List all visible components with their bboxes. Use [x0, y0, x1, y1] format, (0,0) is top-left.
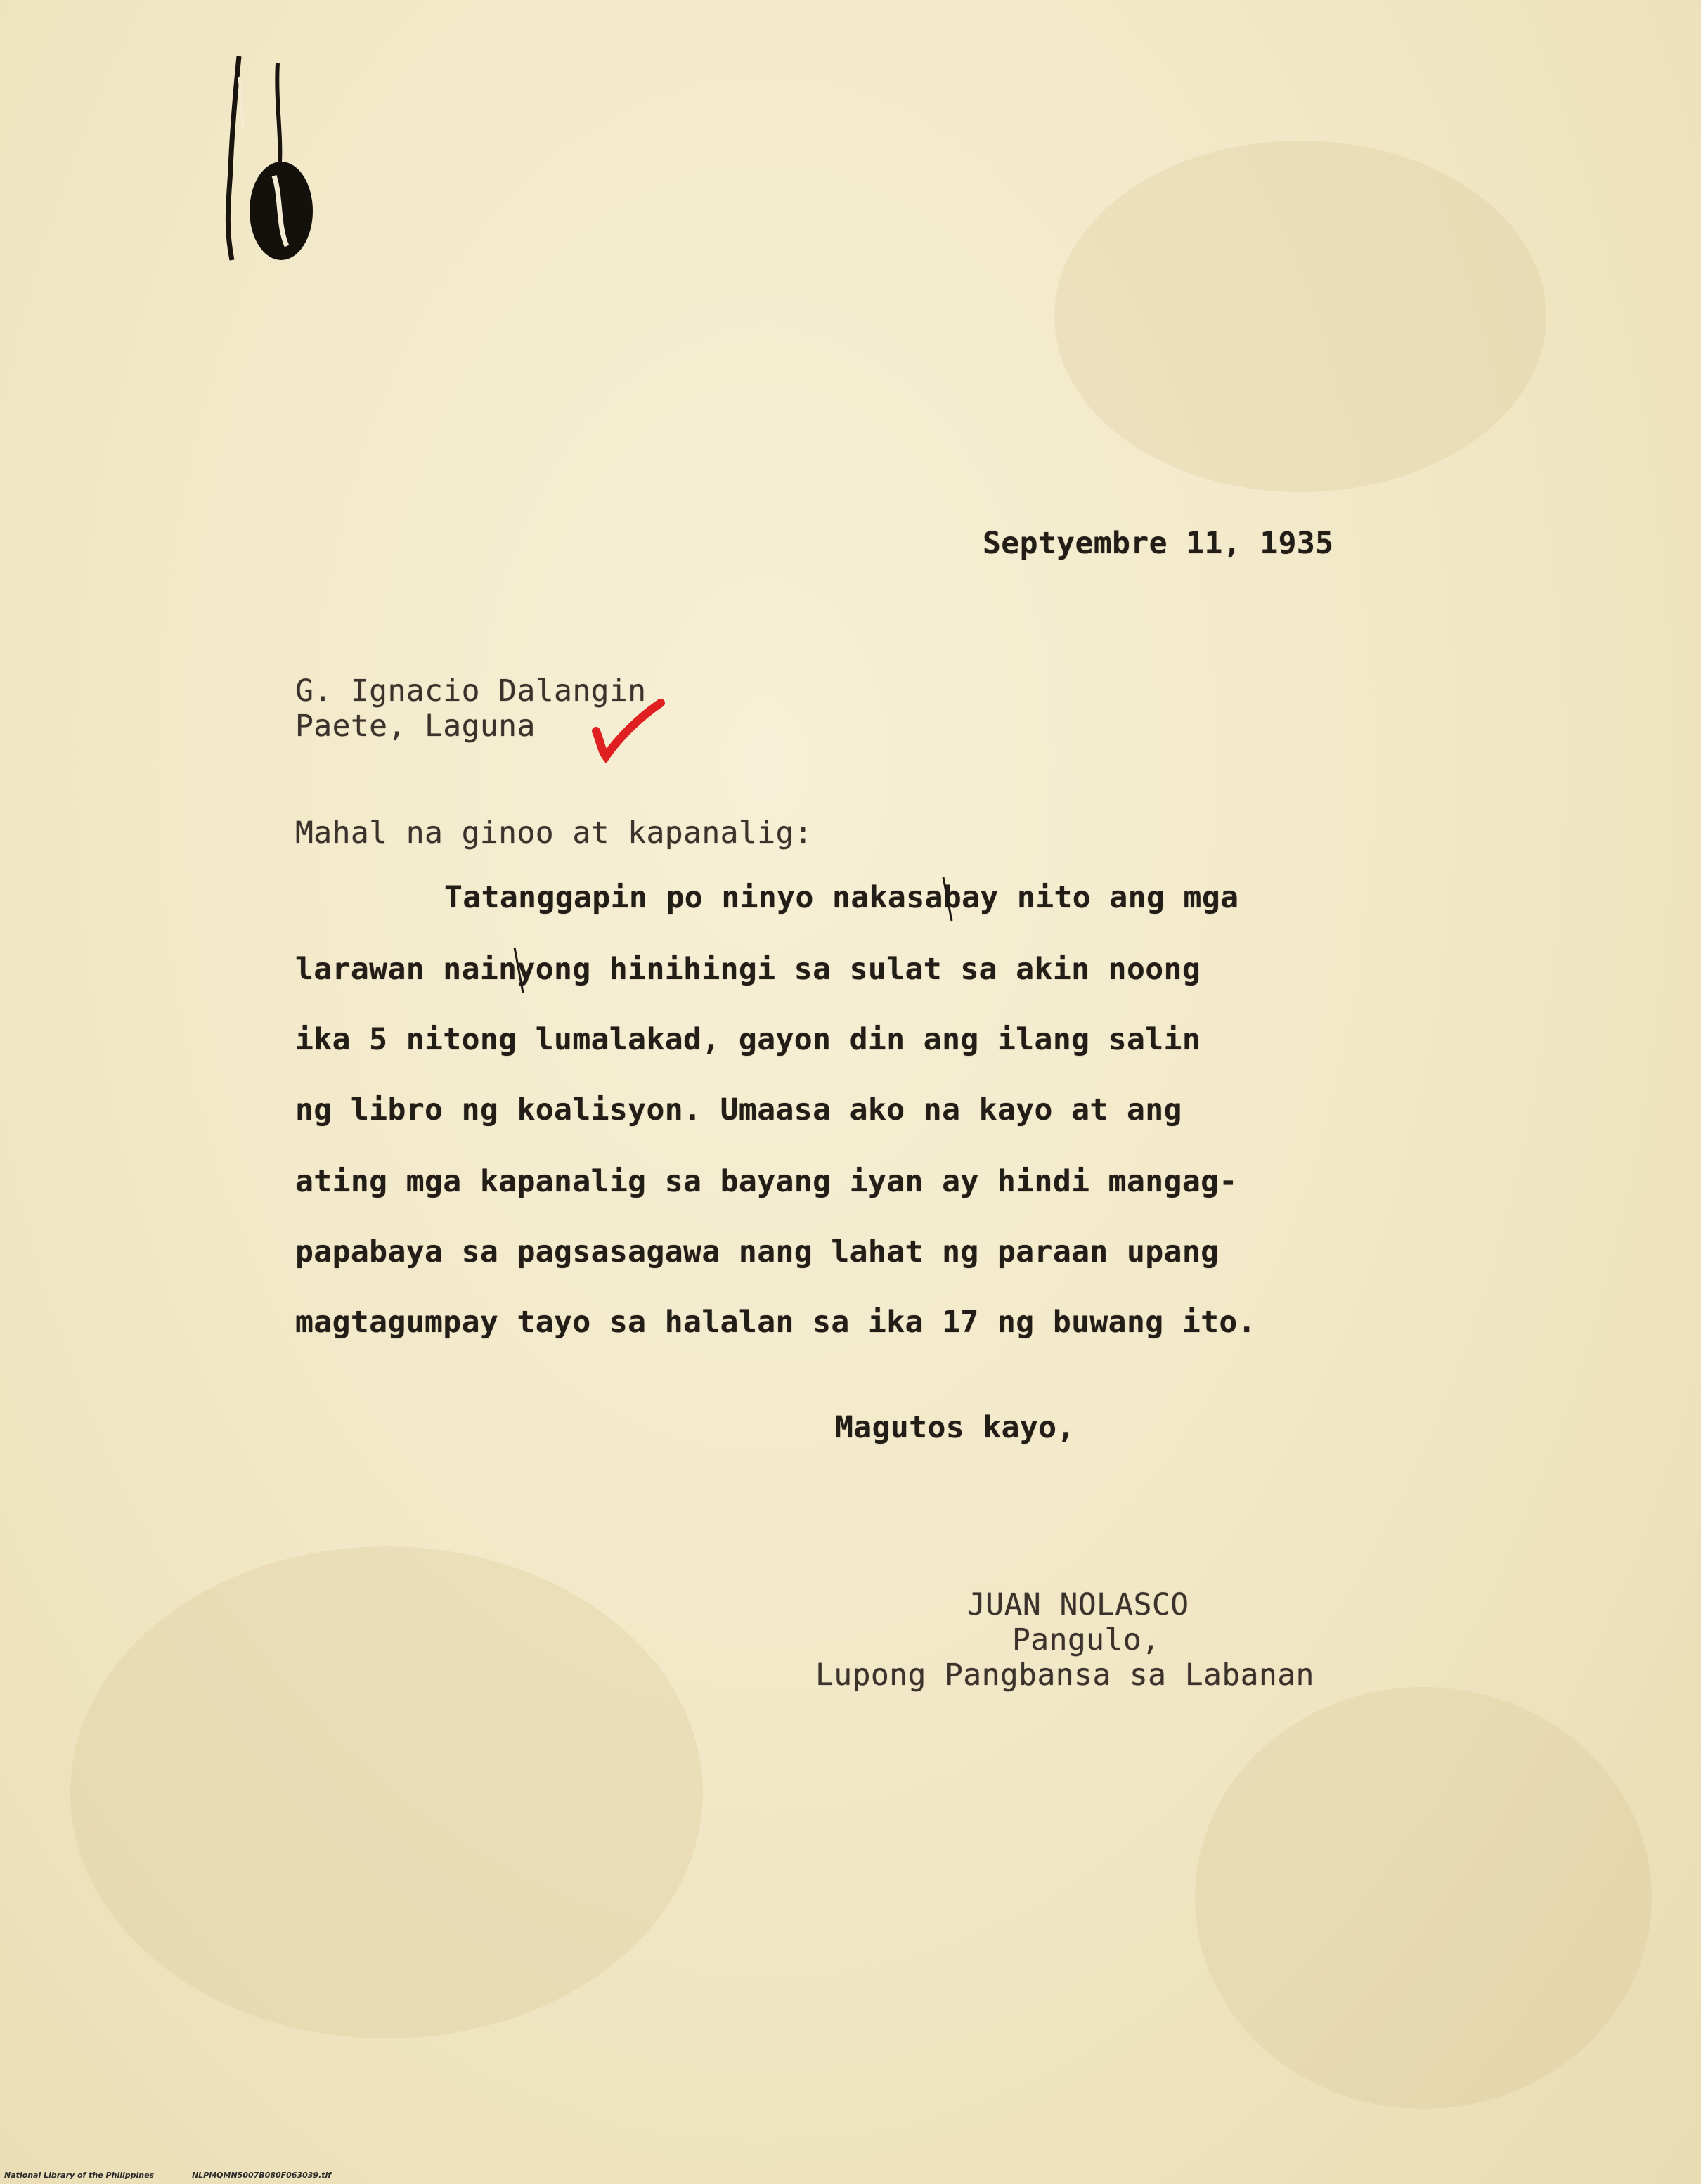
check-mark-icon	[590, 689, 668, 766]
footer-file-id: NLPMQMN5007B080F063039.tif	[191, 2171, 332, 2180]
burn-hole-icon	[211, 49, 323, 274]
footer-institution: National Library of the Philippines	[4, 2171, 155, 2180]
body-line: Tatanggapin po ninyo nakasabay nito ang mga	[444, 880, 1239, 915]
body-line: ng libro ng koalisyon. Umaasa ako na kayo at ang	[295, 1092, 1182, 1127]
archive-footer	[4, 2171, 366, 2180]
paper-stain	[1195, 1687, 1652, 2109]
signature-name: JUAN NOLASCO	[967, 1587, 1189, 1622]
body-line: ating mga kapanalig sa bayang iyan ay hindi mangag-	[295, 1164, 1238, 1199]
body-line: ika 5 nitong lumalakad, gayon din ang ilang salin	[295, 1022, 1201, 1057]
body-line: magtagumpay tayo sa halalan sa ika 17 ng buwang ito.	[295, 1305, 1256, 1340]
salutation: Mahal na ginoo at kapanalig:	[295, 815, 813, 851]
letter-date: Septyembre 11, 1935	[983, 526, 1334, 561]
body-line: papabaya sa pagsasagawa nang lahat ng paraan upang	[295, 1234, 1220, 1269]
signature-title: Pangulo,	[1012, 1622, 1160, 1658]
paper-stain	[70, 1546, 703, 2038]
recipient-name: G. Ignacio Dalangin	[295, 673, 647, 709]
paper-stain	[1054, 141, 1546, 492]
recipient-place: Paete, Laguna	[295, 709, 536, 744]
closing: Magutos kayo,	[835, 1410, 1075, 1445]
body-line: larawan nainyong hinihingi sa sulat sa akin noong	[295, 952, 1201, 987]
signature-organization: Lupong Pangbansa sa Labanan	[815, 1658, 1314, 1693]
